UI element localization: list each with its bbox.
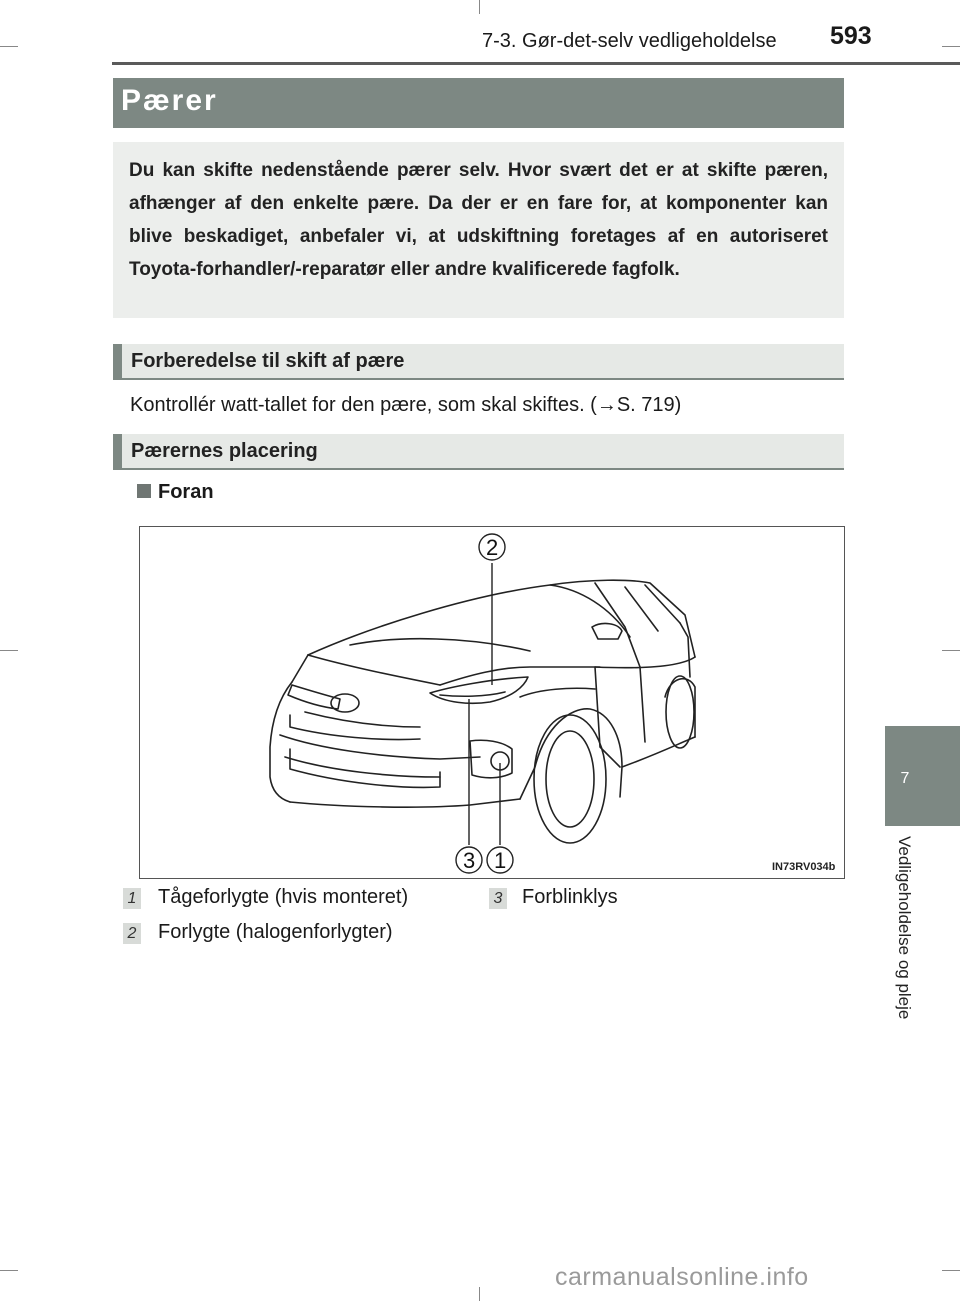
- prep-text: Kontrollér watt-tallet for den pære, som skal skiftes. (→S. 719): [130, 394, 682, 416]
- chapter-number: 7: [900, 770, 910, 787]
- subheading-prep: Forberedelse til skift af pære: [131, 350, 405, 372]
- legend-badge-1: 1: [123, 888, 141, 909]
- page-number: 593: [830, 22, 872, 50]
- crop-mark: [479, 0, 480, 14]
- car-front-illustration: [139, 526, 845, 879]
- car-drawing: [140, 527, 844, 878]
- chapter-tab: [885, 726, 960, 826]
- subheading-bar: [113, 434, 844, 470]
- intro-text: Du kan skifte nedenstående pærer selv. Hvor svært det er at skifte pæren, afhænger af den enkelte pære. Da der er en fare for, at komponenter kan blive beskadiget, anbefaler vi, at udskiftning foretages af en autoriseret Toyota-forhandler/-reparatør eller andre kvalificerede fagfolk.: [129, 160, 828, 280]
- legend-text-1: Tågeforlygte (hvis monteret): [158, 886, 409, 908]
- subheading-marker: [113, 434, 122, 468]
- legend-badge-2: 2: [123, 923, 141, 944]
- callout-label-2: 2: [486, 535, 499, 560]
- legend-text-3: Forblinklys: [522, 886, 618, 908]
- subheading-placement: Pærernes placering: [131, 440, 318, 462]
- header-rule: [112, 62, 960, 65]
- watermark: carmanualsonline.info: [555, 1263, 809, 1291]
- crop-mark: [0, 650, 18, 651]
- bullet-square-icon: [137, 484, 151, 498]
- chapter-side-label-text: Vedligeholdelse og pleje: [895, 836, 914, 1020]
- image-code: IN73RV034b: [772, 861, 836, 873]
- crop-mark: [0, 46, 18, 47]
- crop-mark: [942, 1270, 960, 1271]
- crop-mark: [0, 1270, 18, 1271]
- subsection-label: Foran: [158, 481, 214, 503]
- crop-mark: [942, 650, 960, 651]
- section-title-bar: [113, 78, 844, 128]
- section-title: Pærer: [121, 84, 218, 117]
- crop-mark: [479, 1287, 480, 1301]
- legend-text-2: Forlygte (halogenforlygter): [158, 921, 393, 943]
- subheading-marker: [113, 344, 122, 378]
- running-title: 7-3. Gør-det-selv vedligeholdelse: [482, 30, 777, 52]
- callout-label-3: 3: [463, 848, 476, 873]
- subheading-bar: [113, 344, 844, 380]
- callout-label-1: 1: [494, 848, 507, 873]
- crop-mark: [942, 46, 960, 47]
- legend-badge-3: 3: [489, 888, 507, 909]
- chapter-side-label: [892, 836, 916, 1056]
